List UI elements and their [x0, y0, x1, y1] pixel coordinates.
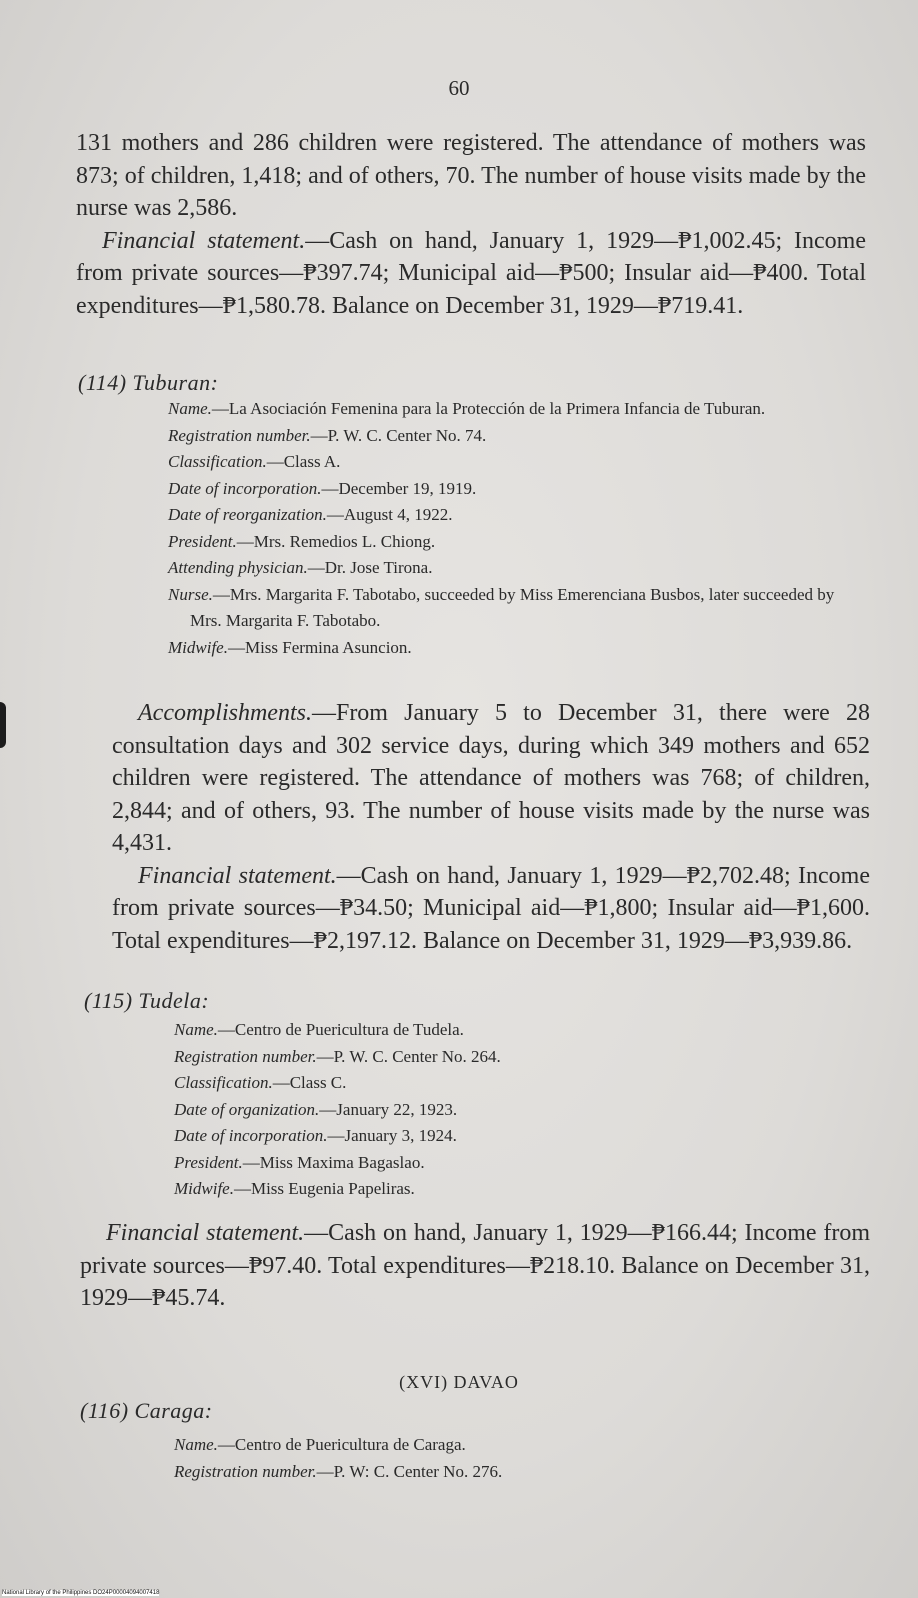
accomplishments-paragraph: [112, 697, 870, 860]
financial-label: Financial statement.: [106, 1220, 305, 1246]
intro-section: [76, 127, 866, 322]
entry-116-details: [174, 1432, 864, 1485]
detail-value: —Centro de Puericultura de Caraga.: [217, 1435, 466, 1454]
detail-value: —Class C.: [272, 1073, 347, 1092]
detail-label: Midwife.: [168, 637, 228, 657]
entry-116-heading: (116) Caraga:: [80, 1398, 213, 1423]
detail-line: [174, 1123, 864, 1150]
detail-label: Registration number.: [168, 425, 311, 445]
footer-watermark: National Library of the Philippines DO24P00004094007418: [2, 1590, 160, 1596]
detail-line: [174, 1017, 864, 1044]
detail-line: [168, 529, 868, 556]
detail-label: Date of incorporation.: [168, 478, 322, 498]
detail-line: [168, 582, 868, 635]
detail-line: [174, 1070, 864, 1097]
detail-label: Nurse.: [168, 584, 213, 604]
intro-financial-paragraph: [76, 225, 866, 323]
detail-label: Midwife.: [174, 1179, 234, 1198]
detail-label: Date of reorganization.: [168, 505, 327, 524]
detail-label: Name.: [174, 1435, 218, 1454]
detail-value: —Miss Eugenia Papeliras.: [233, 1179, 415, 1198]
entry-114-financial-paragraph: [112, 860, 870, 958]
detail-line: [168, 555, 868, 582]
detail-value: —Dr. Jose Tirona.: [307, 558, 433, 577]
detail-label: Classification.: [168, 452, 267, 471]
detail-line: [174, 1044, 864, 1071]
detail-line: [168, 635, 868, 662]
entry-115-financial-paragraph: [80, 1217, 870, 1315]
detail-value: —Mrs. Margarita F. Tabotabo, succeeded by Miss Emerenciana Busbos, later succeeded by Mrs. Margarita F. Tabotabo.: [190, 584, 835, 630]
detail-value: —La Asociación Femenina para la Protección de la Primera Infancia de Tuburan.: [211, 399, 766, 418]
detail-value: —Mrs. Remedios L. Chiong.: [236, 531, 436, 551]
detail-line: [168, 449, 868, 476]
detail-value: —December 19, 1919.: [321, 478, 477, 498]
section-title: (XVI) DAVAO: [399, 1372, 519, 1392]
detail-value: —Centro de Puericultura de Tudela.: [217, 1020, 464, 1039]
detail-label: Name.: [174, 1020, 218, 1039]
detail-value: —Class A.: [266, 452, 341, 471]
detail-label: President.: [174, 1152, 243, 1172]
detail-value: —January 22, 1923.: [319, 1099, 458, 1119]
detail-label: Date of organization.: [174, 1099, 320, 1119]
detail-line: [174, 1459, 864, 1486]
detail-value: —P. W. C. Center No. 264.: [316, 1046, 501, 1066]
entry-115-body: [80, 1217, 870, 1315]
entry-115-heading: (115) Tudela:: [84, 988, 210, 1013]
detail-label: Attending physician.: [168, 558, 308, 577]
detail-label: President.: [168, 531, 237, 551]
detail-line: [168, 423, 868, 450]
financial-label: Financial statement.: [102, 227, 306, 254]
detail-value: —August 4, 1922.: [326, 505, 453, 524]
detail-value: —P. W. C. Center No. 74.: [310, 425, 487, 445]
detail-line: [174, 1150, 864, 1177]
financial-text: —Cash on hand, January 1, 1929—₱1,002.45; Income from private sources—₱397.74; Municipal aid—₱500; Insular aid—₱400. Total expenditures—₱1,580.78. Balance on December 31, 1929—₱719.41.: [76, 227, 866, 319]
binding-edge-mark: [0, 702, 6, 748]
entry-114-heading: (114) Tuburan:: [78, 370, 219, 395]
financial-text: —Cash on hand, January 1, 1929—₱166.44; Income from private sources—₱97.40. Total expenditures—₱218.10. Balance on December 31, 1929—₱45.74.: [80, 1220, 871, 1311]
accomplishments-text: —From January 5 to December 31, there were 28 consultation days and 302 service days, during which 349 mothers and 652 children were registered. The attendance of mothers was 768; of children, 2,844; and of others, 93. The number of house visits made by the nurse was 4,431.: [112, 700, 870, 856]
detail-label: Registration number.: [174, 1461, 317, 1481]
detail-label: Date of incorporation.: [174, 1126, 328, 1145]
detail-line: [168, 502, 868, 529]
intro-paragraph: 131 mothers and 286 children were registered. The attendance of mothers was 873; of children, 1,418; and of others, 70. The number of house visits made by the nurse was 2,586.: [76, 130, 866, 221]
detail-value: —P. W: C. Center No. 276.: [316, 1461, 503, 1481]
entry-115-details: [174, 1017, 864, 1203]
page-number: 60: [448, 76, 470, 100]
detail-label: Name.: [168, 399, 212, 418]
detail-line: [174, 1097, 864, 1124]
entry-114-details: [168, 396, 868, 661]
entry-114-body: [112, 697, 870, 957]
detail-line: [174, 1176, 864, 1203]
financial-label: Financial statement.: [138, 862, 337, 889]
detail-label: Registration number.: [174, 1046, 317, 1066]
detail-line: [168, 476, 868, 503]
detail-value: —January 3, 1924.: [327, 1126, 457, 1145]
accomplishments-label: Accomplishments.: [138, 700, 312, 726]
detail-value: —Miss Maxima Bagaslao.: [242, 1152, 425, 1172]
financial-text: —Cash on hand, January 1, 1929—₱2,702.48; Income from private sources—₱34.50; Municipal aid—₱1,800; Insular aid—₱1,600. Total expenditures—₱2,197.12. Balance on December 31, 1929—₱3,939.86.: [112, 862, 871, 954]
detail-line: [168, 396, 868, 423]
detail-line: [174, 1432, 864, 1459]
detail-label: Classification.: [174, 1073, 273, 1092]
detail-value: —Miss Fermina Asuncion.: [227, 637, 412, 657]
